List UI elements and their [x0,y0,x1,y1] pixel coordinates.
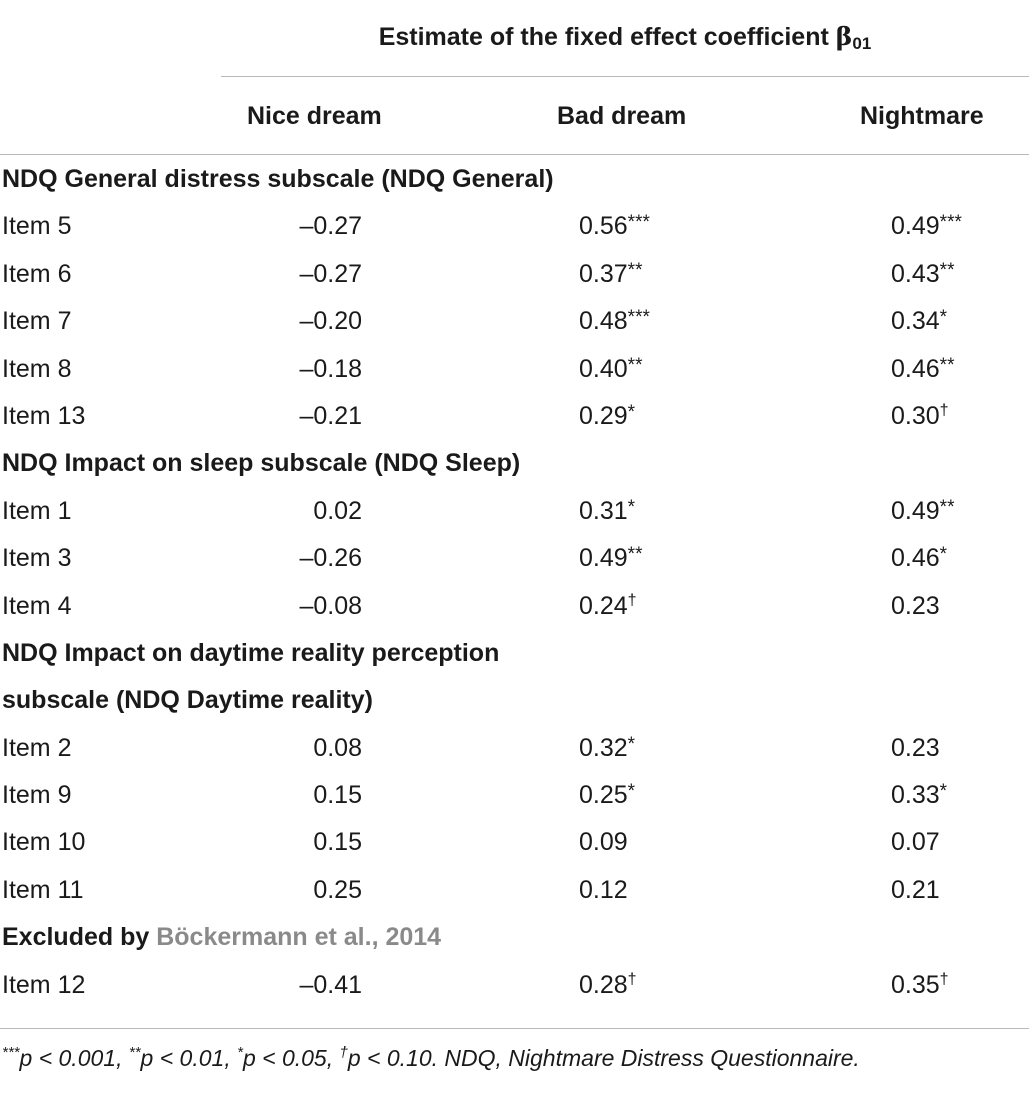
section-label: NDQ Impact on daytime reality perception [2,638,500,667]
cell-value: 0.49 [891,212,940,241]
column-header-bad-dream: Bad dream [557,102,687,130]
table-body [0,155,1029,1008]
table-row [0,534,1029,581]
cell-nice-dream: 0.08 [313,733,362,762]
table-row [0,866,1029,913]
cell-value: 0.23 [891,733,940,762]
cell-bad-dream [579,876,628,905]
cell-nightmare [891,402,949,431]
section-label [2,923,441,952]
cell-value: 0.29 [579,401,628,430]
cell-value: 0.33 [891,781,940,810]
cell-bad-dream [579,355,642,384]
cell-value: 0.46 [891,354,940,383]
table-row [0,771,1029,818]
cell-nice-dream: 0.15 [313,781,362,810]
significance-marker: * [627,401,636,423]
section-label-text: Excluded by [2,923,157,952]
section-header-row [0,913,1029,960]
cell-nightmare [891,497,954,526]
row-label: Item 11 [2,875,84,904]
spanning-header-text: Estimate of the fixed effect coefficient [378,23,836,51]
table-row [0,297,1029,344]
significance-marker: *** [939,212,962,234]
column-header-row [0,76,1029,155]
cell-nice-dream: 0.02 [313,496,362,525]
table-spanning-header [221,0,1029,77]
cell-bad-dream [579,734,635,763]
cell-value: 0.09 [579,828,628,857]
table-row [0,345,1029,392]
significance-marker: ** [939,496,955,518]
cell-value: 0.32 [579,733,628,762]
table-row [0,250,1029,297]
beta-symbol: β [835,22,853,51]
cell-nightmare [891,355,954,384]
significance-marker: * [627,733,636,755]
footnote-text [2,1041,1025,1075]
footnote-marker: * [237,1044,243,1061]
cell-value: 0.34 [891,307,940,336]
row-label: Item 12 [2,970,86,999]
footnote-part: p < 0.001, [19,1045,129,1071]
cell-nightmare [891,734,940,763]
footnote-part: p < 0.10. NDQ, Nightmare Distress Questionnaire. [347,1045,860,1071]
section-label: NDQ General distress subscale (NDQ General) [2,165,554,193]
table-row [0,818,1029,865]
significance-marker: * [939,781,948,803]
cell-nice-dream: –0.27 [299,259,362,288]
cell-bad-dream [579,307,650,336]
table-row [0,724,1029,771]
cell-value: 0.24 [579,591,628,620]
row-label: Item 4 [2,591,72,620]
cell-value: 0.35 [891,970,940,999]
significance-marker: † [627,970,637,988]
spanning-header-title [221,22,1029,54]
row-label: Item 1 [2,496,72,525]
table-row [0,202,1029,249]
section-label: NDQ Impact on sleep subscale (NDQ Sleep) [2,449,521,478]
cell-value: 0.30 [891,401,940,430]
row-label: Item 9 [2,781,72,810]
cell-nightmare [891,781,947,810]
cell-value: 0.12 [579,875,628,904]
beta-subscript: 01 [852,34,872,53]
table-row [0,487,1029,534]
cell-value: 0.25 [579,781,628,810]
cell-nice-dream: –0.26 [299,544,362,573]
column-header-nightmare: Nightmare [860,102,984,130]
cell-bad-dream [579,971,637,1000]
footnote-marker: ** [128,1044,141,1061]
cell-nightmare [891,212,962,241]
footnote-part: p < 0.01, [140,1045,238,1071]
cell-nightmare [891,544,947,573]
cell-bad-dream [579,828,628,857]
cell-bad-dream [579,544,642,573]
row-label: Item 6 [2,259,72,288]
cell-nightmare [891,876,940,905]
cell-nightmare [891,592,940,621]
footnote-marker: *** [2,1044,20,1061]
cell-bad-dream [579,497,635,526]
significance-marker: † [627,591,637,609]
table-row [0,961,1029,1008]
cell-value: 0.56 [579,212,628,241]
cell-bad-dream [579,212,650,241]
row-label: Item 7 [2,307,72,336]
cell-nice-dream: –0.18 [299,354,362,383]
cell-nightmare [891,828,940,857]
cell-nice-dream: 0.25 [313,875,362,904]
row-label: Item 3 [2,544,72,573]
significance-marker: * [939,544,948,566]
cell-nightmare [891,260,954,289]
section-header-row [0,676,1029,723]
cell-value: 0.28 [579,970,628,999]
cell-bad-dream [579,402,635,431]
section-header-row [0,629,1029,676]
cell-value: 0.48 [579,307,628,336]
cell-value: 0.07 [891,828,940,857]
section-label: subscale (NDQ Daytime reality) [2,686,373,715]
significance-marker: ** [939,259,955,281]
table-row [0,582,1029,629]
cell-nice-dream: –0.20 [299,307,362,336]
cell-value: 0.49 [579,544,628,573]
significance-marker: *** [627,307,650,329]
cell-bad-dream [579,781,635,810]
significance-marker: ** [939,354,955,376]
footnote-part: p < 0.05, [242,1045,340,1071]
row-label: Item 10 [2,828,86,857]
cell-value: 0.40 [579,354,628,383]
significance-marker: * [627,781,636,803]
table-row [0,392,1029,439]
significance-marker: *** [627,212,650,234]
section-header-row [0,155,1029,202]
cell-nice-dream: –0.21 [299,401,362,430]
row-label: Item 8 [2,354,72,383]
row-label: Item 5 [2,212,72,241]
significance-marker: † [939,401,949,419]
cell-value: 0.46 [891,544,940,573]
cell-bad-dream [579,592,637,621]
cell-nightmare [891,307,947,336]
column-header-nice-dream: Nice dream [247,102,382,130]
significance-marker: ** [627,259,643,281]
table-footnote [0,1028,1029,1113]
cell-nice-dream: –0.41 [299,970,362,999]
cell-value: 0.31 [579,496,628,525]
cell-nice-dream: –0.08 [299,591,362,620]
cell-nice-dream: –0.27 [299,212,362,241]
section-header-row [0,439,1029,486]
significance-marker: * [939,307,948,329]
row-label: Item 13 [2,401,86,430]
cell-value: 0.23 [891,591,940,620]
cell-nightmare [891,971,949,1000]
significance-marker: * [627,496,636,518]
cell-value: 0.37 [579,259,628,288]
footnote-marker: † [339,1044,348,1061]
cell-value: 0.49 [891,496,940,525]
cell-value: 0.21 [891,875,940,904]
cell-nice-dream: 0.15 [313,828,362,857]
cell-value: 0.43 [891,259,940,288]
cell-bad-dream [579,260,642,289]
citation-link: Böckermann et al., 2014 [156,923,442,952]
significance-marker: † [939,970,949,988]
significance-marker: ** [627,544,643,566]
row-label: Item 2 [2,733,72,762]
significance-marker: ** [627,354,643,376]
